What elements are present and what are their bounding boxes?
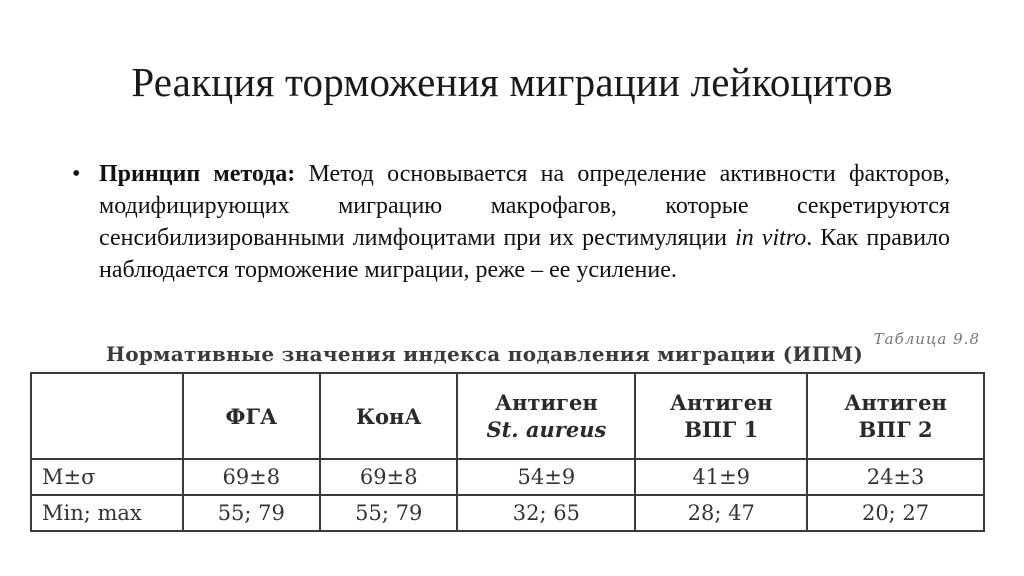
header-antigen-vpg2: Антиген ВПГ 2 <box>807 373 984 459</box>
table-row <box>31 459 984 495</box>
table-cell: 55; 79 <box>183 495 320 531</box>
row-label: M±σ <box>31 459 183 495</box>
table-cell: 20; 27 <box>807 495 984 531</box>
bullet-text <box>99 158 950 286</box>
table-cell: 55; 79 <box>320 495 457 531</box>
table-cell: 28; 47 <box>635 495 807 531</box>
bullet-italic-term: in vitro <box>735 225 807 251</box>
table-caption: Нормативные значения индекса подавления миграции (ИПМ) <box>106 342 864 366</box>
table-cell: 69±8 <box>183 459 320 495</box>
header-fga: ФГА <box>183 373 320 459</box>
bullet-text-part-b: . Как правило наблюдается торможение миграции, реже – ее усиление. <box>99 225 951 283</box>
header-kona: КонА <box>320 373 457 459</box>
bullet-label: Принцип метода: <box>99 161 296 187</box>
bullet-text-part-a: Метод основывается на определение активности факторов, модифицирующих миграцию макрофагов, которые секретируются сенсибилизированными лимфоцитами при их рестимуляции <box>99 161 950 251</box>
table-header-row <box>31 373 984 459</box>
table-cell: 54±9 <box>457 459 635 495</box>
table-cell: 24±3 <box>807 459 984 495</box>
table-cell: 69±8 <box>320 459 457 495</box>
ipm-table <box>30 372 985 532</box>
table-row <box>31 495 984 531</box>
table-cell: 32; 65 <box>457 495 635 531</box>
table-number-fragment: Таблица 9.8 <box>873 330 980 348</box>
bullet-dot: • <box>72 161 81 187</box>
table-cell: 41±9 <box>635 459 807 495</box>
header-antigen-vpg1: Антиген ВПГ 1 <box>635 373 807 459</box>
scanned-table-image <box>22 330 992 576</box>
header-empty-cell <box>31 373 183 459</box>
row-label: Min; max <box>31 495 183 531</box>
bullet-paragraph <box>72 158 950 286</box>
header-antigen-st-aureus: Антиген St. aureus <box>457 373 635 459</box>
slide-title: Реакция торможения миграции лейкоцитов <box>131 59 893 105</box>
